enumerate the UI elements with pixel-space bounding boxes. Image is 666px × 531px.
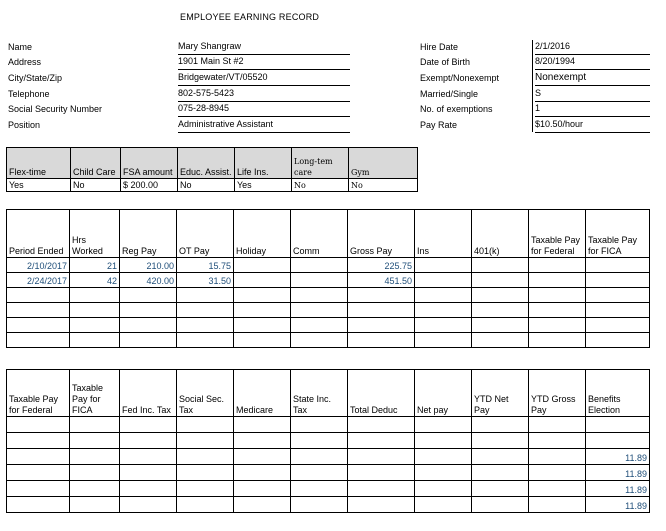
dob-label: Date of Birth [420, 57, 471, 67]
married-label: Married/Single [420, 89, 479, 99]
regpay-cell: 210.00 [120, 258, 177, 273]
earnings-header: Holiday [234, 210, 291, 258]
hours-cell: 42 [70, 273, 120, 288]
benefit-value: Yes [7, 179, 71, 192]
benefit-header: Flex-time [7, 148, 71, 179]
gross-cell: 225.75 [348, 258, 415, 273]
benefit-value: No [292, 179, 349, 192]
benefit-value: $ 200.00 [121, 179, 178, 192]
table-row [7, 333, 650, 348]
benefit-header: Life Ins. [235, 148, 292, 179]
payrate-label: Pay Rate [420, 120, 458, 130]
name-label: Name [8, 42, 33, 52]
name-value: Mary Shangraw [178, 41, 350, 55]
earnings-header: Taxable Pay for Federal [529, 210, 586, 258]
csz-value: Bridgewater/VT/05520 [178, 72, 350, 86]
period-cell: 2/24/2017 [7, 273, 70, 288]
earnings-header: Hrs Worked [70, 210, 120, 258]
table-row [7, 273, 650, 288]
benefits-election-cell: 11.89 [586, 481, 650, 497]
earnings-header: Taxable Pay for FICA [586, 210, 650, 258]
benefit-header: Child Care [71, 148, 121, 179]
earnings-header: Ins [415, 210, 472, 258]
benefit-value: No [178, 179, 235, 192]
deduction-header: Benefits Election [586, 370, 650, 417]
record-title: EMPLOYEE EARNING RECORD [180, 12, 320, 22]
deduction-header: Fed Inc. Tax [120, 370, 177, 417]
benefits-election-cell [586, 417, 650, 433]
earnings-header: 401(k) [472, 210, 529, 258]
deduction-header: Medicare [234, 370, 291, 417]
deduction-header: Net pay [415, 370, 472, 417]
deduction-header: Total Deduc [348, 370, 415, 417]
table-row [7, 433, 650, 449]
table-row [7, 465, 650, 481]
otpay-cell: 31.50 [177, 273, 234, 288]
earnings-table [6, 209, 650, 348]
deduction-header: Taxable Pay for Federal [7, 370, 70, 417]
position-label: Position [8, 120, 41, 130]
benefits-table [6, 147, 418, 192]
exemptions-label: No. of exemptions [420, 104, 493, 114]
ssn-label: Social Security Number [8, 104, 103, 114]
phone-label: Telephone [8, 89, 50, 99]
deduction-header: Social Sec. Tax [177, 370, 234, 417]
table-row [7, 258, 650, 273]
benefit-value: No [71, 179, 121, 192]
deduction-header: YTD Net Pay [472, 370, 529, 417]
earnings-header: Reg Pay [120, 210, 177, 258]
ssn-value: 075-28-8945 [178, 103, 350, 117]
deductions-table [6, 369, 650, 513]
phone-value: 802-575-5423 [178, 88, 350, 102]
payrate-value: $10.50/hour [535, 119, 650, 133]
period-cell: 2/10/2017 [7, 258, 70, 273]
benefit-value: No [349, 179, 418, 192]
table-row [7, 497, 650, 513]
benefit-header: Gym [349, 148, 418, 179]
exemptions-value: 1 [535, 103, 650, 117]
benefit-header: FSA amount [121, 148, 178, 179]
benefit-header: Long-tem care [292, 148, 349, 179]
table-row [7, 481, 650, 497]
table-row [7, 303, 650, 318]
position-value: Administrative Assistant [178, 119, 350, 133]
table-row [7, 288, 650, 303]
gross-cell: 451.50 [348, 273, 415, 288]
table-row [7, 417, 650, 433]
deduction-header: State Inc. Tax [291, 370, 348, 417]
csz-label: City/State/Zip [8, 73, 63, 83]
address-value: 1901 Main St #2 [178, 56, 350, 70]
earnings-header: OT Pay [177, 210, 234, 258]
hire-value: 2/1/2016 [535, 41, 650, 55]
married-value: S [535, 88, 650, 102]
benefit-header: Educ. Assist. [178, 148, 235, 179]
benefits-election-cell: 11.89 [586, 449, 650, 465]
exempt-value: Nonexempt [535, 72, 650, 86]
address-label: Address [8, 57, 42, 67]
regpay-cell: 420.00 [120, 273, 177, 288]
earnings-header: Gross Pay [348, 210, 415, 258]
deduction-header: YTD Gross Pay [529, 370, 586, 417]
earnings-header: Period Ended [7, 210, 70, 258]
hours-cell: 21 [70, 258, 120, 273]
benefits-election-cell: 11.89 [586, 497, 650, 513]
table-row [7, 318, 650, 333]
deduction-header: Taxable Pay for FICA [70, 370, 120, 417]
benefit-value: Yes [235, 179, 292, 192]
dob-value: 8/20/1994 [535, 56, 650, 70]
otpay-cell: 15.75 [177, 258, 234, 273]
table-row [7, 449, 650, 465]
exempt-label: Exempt/Nonexempt [420, 73, 500, 83]
benefits-election-cell [586, 433, 650, 449]
earnings-header: Comm [291, 210, 348, 258]
benefits-election-cell: 11.89 [586, 465, 650, 481]
hire-label: Hire Date [420, 42, 459, 52]
